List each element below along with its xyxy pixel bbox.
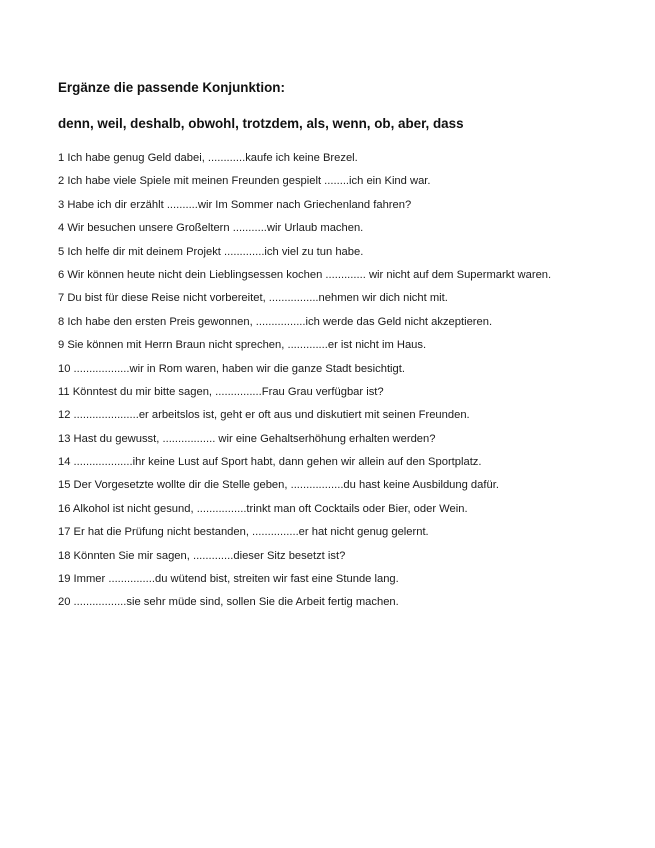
exercise-item-4: 4 Wir besuchen unsere Großeltern ...........wir Urlaub machen. [58,222,364,235]
exercise-item-16: 16 Alkohol ist nicht gesund, ................trinkt man oft Cocktails oder Bier, oder Wein. [58,502,468,515]
exercise-item-1: 1 Ich habe genug Geld dabei, ............kaufe ich keine Brezel. [58,152,358,164]
exercise-item-12: 12 .....................er arbeitslos ist, geht er oft aus und diskutiert mit seinen Freunden. [58,409,470,422]
exercise-item-11: 11 Könntest du mir bitte sagen, ...............Frau Grau verfügbar ist? [58,385,384,398]
exercise-item-17: 17 Er hat die Prüfung nicht bestanden, ...............er hat nicht genug gelernt. [58,526,429,539]
exercise-item-18: 18 Könnten Sie mir sagen, .............dieser Sitz besetzt ist? [58,549,346,562]
exercise-item-2: 2 Ich habe viele Spiele mit meinen Freunden gespielt ........ich ein Kind war. [58,175,431,188]
exercise-list [58,150,551,618]
exercise-item-9: 9 Sie können mit Herrn Braun nicht sprechen, .............er ist nicht im Haus. [58,339,427,352]
worksheet-title: Ergänze die passende Konjunktion: [58,80,285,95]
exercise-item-3: 3 Habe ich dir erzählt ..........wir Im Sommer nach Griechenland fahren? [58,198,412,211]
conjunction-word-bank: denn, weil, deshalb, obwohl, trotzdem, als, wenn, ob, aber, dass [58,116,464,131]
exercise-item-13: 13 Hast du gewusst, ................. wir eine Gehaltserhöhung erhalten werden? [58,432,436,445]
exercise-item-10: 10 ..................wir in Rom waren, haben wir die ganze Stadt besichtigt. [58,362,405,375]
exercise-item-19: 19 Immer ...............du wütend bist, streiten wir fast eine Stunde lang. [58,573,399,586]
exercise-item-5: 5 Ich helfe dir mit deinem Projekt .............ich viel zu tun habe. [58,245,364,258]
exercise-item-15: 15 Der Vorgesetzte wollte dir die Stelle geben, .................du hast keine Ausbildung dafür. [58,479,499,492]
exercise-item-8: 8 Ich habe den ersten Preis gewonnen, ................ich werde das Geld nicht akzeptieren. [58,315,493,328]
exercise-item-20: 20 .................sie sehr müde sind, sollen Sie die Arbeit fertig machen. [58,596,399,609]
exercise-item-6: 6 Wir können heute nicht dein Lieblingsessen kochen ............. wir nicht auf dem Supermarkt waren. [58,268,552,281]
exercise-item-14: 14 ...................ihr keine Lust auf Sport habt, dann gehen wir allein auf den Sportplatz. [58,456,482,469]
exercise-item-7: 7 Du bist für diese Reise nicht vorbereitet, ................nehmen wir dich nicht mit. [58,292,448,305]
